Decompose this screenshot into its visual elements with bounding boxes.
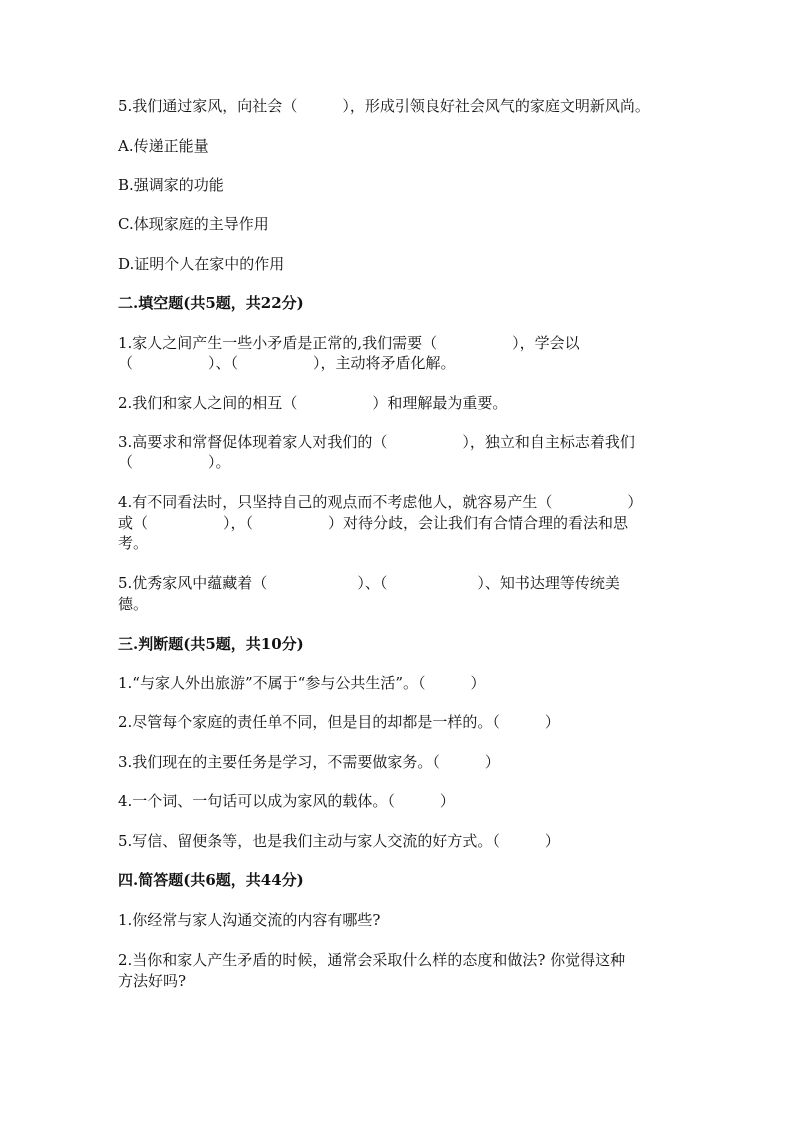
section-heading-true-false: 三.判断题(共5题，共10分) [118, 635, 304, 653]
judge-question-4: 4.一个词、一句话可以成为家风的载体。（ ） [118, 792, 455, 810]
judge-question-3: 3.我们现在的主要任务是学习，不需要做家务。（ ） [118, 753, 500, 771]
fill-question-4-line-2: 或（ ），（ ）对待分歧，会让我们有合情合理的看法和思 [118, 514, 629, 532]
fill-question-1-line-2: （ ）、（ ），主动将矛盾化解。 [118, 354, 456, 372]
section-heading-fill-blank: 二.填空题(共5题，共22分) [118, 294, 304, 312]
answer-question-2-line-2: 方法好吗? [118, 972, 187, 990]
fill-question-3-line-2: （ ）。 [118, 453, 231, 471]
judge-question-2: 2.尽管每个家庭的责任单不同，但是目的却都是一样的。（ ） [118, 713, 560, 731]
fill-question-5-line-1: 5.优秀家风中蕴藏着（ ）、（ ）、知书达理等传统美 [118, 574, 620, 592]
section-heading-short-answer: 四.简答题(共6题，共44分) [118, 871, 304, 889]
option-b: B.强调家的功能 [118, 176, 224, 194]
choice-question-5: 5.我们通过家风，向社会（ ），形成引领良好社会风气的家庭文明新风尚。 [118, 97, 650, 115]
option-d: D.证明个人在家中的作用 [118, 255, 285, 273]
judge-question-5: 5.写信、留便条等，也是我们主动与家人交流的好方式。（ ） [118, 832, 560, 850]
fill-question-3-line-1: 3.高要求和常督促体现着家人对我们的（ ），独立和自主标志着我们 [118, 433, 635, 451]
answer-question-2-line-1: 2.当你和家人产生矛盾的时候，通常会采取什么样的态度和做法? 你觉得这种 [118, 951, 626, 969]
option-c: C.体现家庭的主导作用 [118, 215, 269, 233]
fill-question-4-line-3: 考。 [118, 534, 149, 552]
option-a: A.传递正能量 [118, 137, 209, 155]
fill-question-5-line-2: 德。 [118, 595, 149, 613]
fill-question-2: 2.我们和家人之间的相互（ ）和理解最为重要。 [118, 394, 508, 412]
judge-question-1: 1.“与家人外出旅游”不属于“参与公共生活”。（ ） [118, 674, 486, 692]
fill-question-4-line-1: 4.有不同看法时，只坚持自己的观点而不考虑他人，就容易产生（ ） [118, 493, 643, 511]
fill-question-1-line-1: 1.家人之间产生一些小矛盾是正常的,我们需要（ ），学会以 [118, 334, 580, 352]
answer-question-1: 1.你经常与家人沟通交流的内容有哪些? [118, 911, 381, 929]
